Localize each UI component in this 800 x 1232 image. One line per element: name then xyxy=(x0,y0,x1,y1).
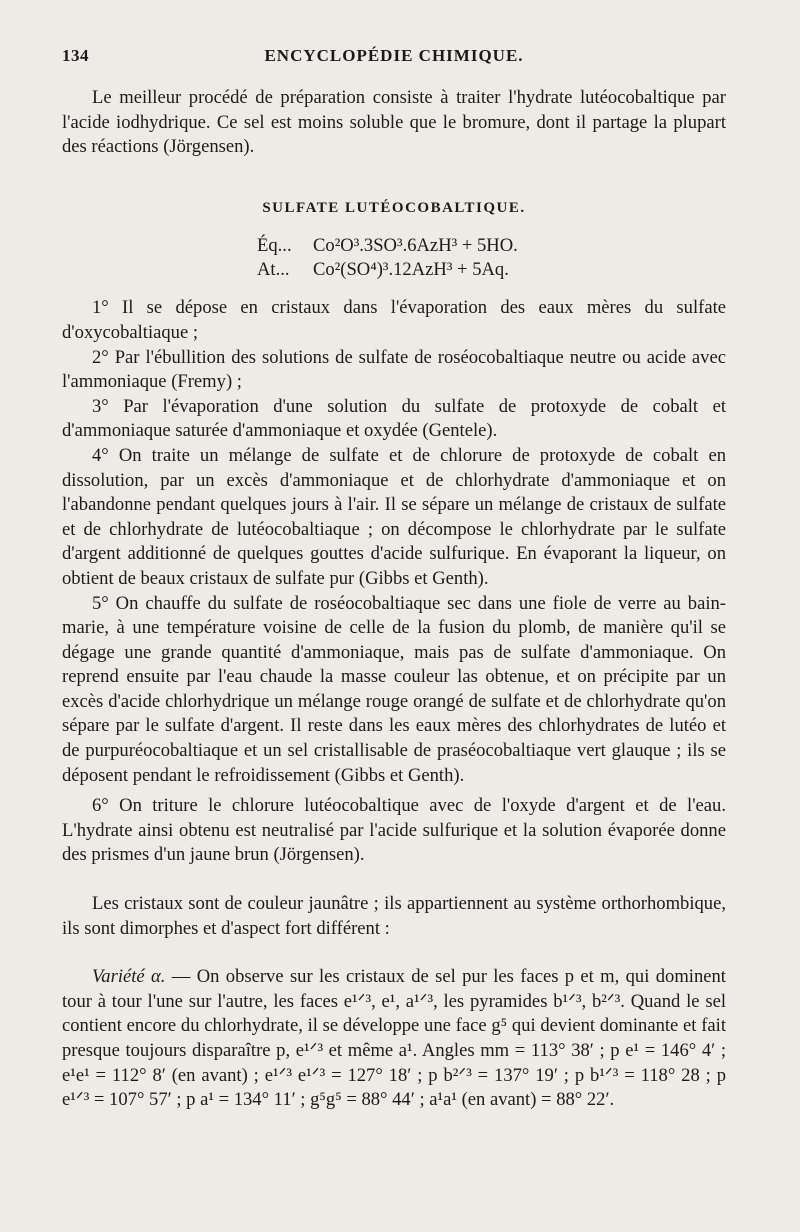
formula-atomic xyxy=(257,258,547,282)
method-1: 1° Il se dépose en cristaux dans l'évaporation des eaux mères du sulfate d'oxycobaltiaque ; xyxy=(62,297,726,343)
crystals-paragraph: Les cristaux sont de couleur jaunâtre ; ils appartiennent au système orthorhombique, ils sont dimorphes et d'aspect fort différent : xyxy=(62,893,726,939)
method-3: 3° Par l'évaporation d'une solution du sulfate de protoxyde de cobalt et d'ammoniaque saturée d'ammoniaque et oxydée (Gentele). xyxy=(62,395,726,442)
section-title: SULFATE LUTÉOCOBALTIQUE. xyxy=(262,199,526,216)
page-number: 134 xyxy=(62,46,89,65)
formula-equivalent xyxy=(257,234,547,258)
method-6: 6° On triture le chlorure lutéocobaltique avec de l'oxyde d'argent et de l'eau. L'hydrate ainsi obtenu est neutralisé par l'acide sulfurique et la solution évaporée donne des prismes d'un jaune brun (Jörgensen). xyxy=(62,795,726,866)
method-2: 2° Par l'ébullition des solutions de sulfate de roséocobaltiaque neutre ou acide avec l'ammoniaque (Fremy) ; xyxy=(62,346,726,393)
variety-text: — On observe sur les cristaux de sel pur les faces p et m, qui dominent tour à tour l'une sur l'autre, les faces e¹ᐟ³, e¹, a¹ᐟ³, les pyramides b¹ᐟ³, b²ᐟ³. Quand le sel contient encore du chlorhydrate, il se développe une face g⁵ qui devient dominante et fait presque toujours disparaître p, e¹ᐟ³ et même a¹. Angles mm = 113° 38′ ; p e¹ = 146° 4′ ; e¹e¹ = 112° 8′ (en avant) ; e¹ᐟ³ e¹ᐟ³ = 127° 18′ ; p b²ᐟ³ = 137° 19′ ; p b¹ᐟ³ = 118° 28 ; p e¹ᐟ³ = 107° 57′ ; p a¹ = 134° 11′ ; g⁵g⁵ = 88° 44′ ; a¹a¹ (en avant) = 88° 22′. xyxy=(62,966,726,1111)
formula-block xyxy=(257,234,547,282)
variety-paragraph xyxy=(62,965,726,1113)
body-text xyxy=(62,86,726,1113)
formula-label: At... xyxy=(257,259,290,281)
running-head xyxy=(62,46,726,72)
formula-label: Éq... xyxy=(257,235,292,257)
method-5: 5° On chauffe du sulfate de roséocobaltiaque sec dans une fiole de verre au bain-marie, à une température voisine de celle de la fusion du plomb, de manière qu'il se dégage une grande quantité d'ammoniaque, mais pas de sulfate d'ammoniaque. On reprend ensuite par l'eau chaude la masse couleur las obtenue, et on précipite par un excès d'acide chlorhydrique un mélange rouge orangé de sulfate et de chlorhydrate qu'on sépare par le sulfate d'argent. Il reste dans les eaux mères des chlorhydrates de lutéo et de purpuréocobaltiaque et un sel cristallisable de praséocobaltiaque vert glauque ; ils se déposent pendant le refroidissement (Gibbs et Genth). xyxy=(62,592,726,786)
formula-value: Co²O³.3SO³.6AzH³ + 5HO. xyxy=(313,235,518,257)
formula-value: Co²(SO⁴)³.12AzH³ + 5Aq. xyxy=(313,259,509,281)
method-4: 4° On traite un mélange de sulfate et de chlorure de protoxyde de cobalt en dissolution, par un excès d'ammoniaque et de chlorhydrate d'ammoniaque et on l'abandonne pendant quelques jours à l'air. Il se sépare un mélange de cristaux de sulfate et de chlorhydrate de lutéocobaltiaque ; on décompose le chlorhydrate par le sulfate d'argent additionné de quelques gouttes d'acide sulfurique. En évaporant la liqueur, on obtient de beaux cristaux de sulfate pur (Gibbs et Genth). xyxy=(62,444,726,589)
intro-paragraph: Le meilleur procédé de préparation consiste à traiter l'hydrate lutéocobaltique par l'acide iodhydrique. Ce sel est moins soluble que le bromure, dont il partage la plupart des réactions (Jörgensen). xyxy=(62,87,726,158)
running-title: ENCYCLOPÉDIE CHIMIQUE. xyxy=(264,46,524,65)
spacer xyxy=(62,941,726,965)
variety-label: Variété α. xyxy=(92,966,166,988)
spacer xyxy=(62,868,726,892)
